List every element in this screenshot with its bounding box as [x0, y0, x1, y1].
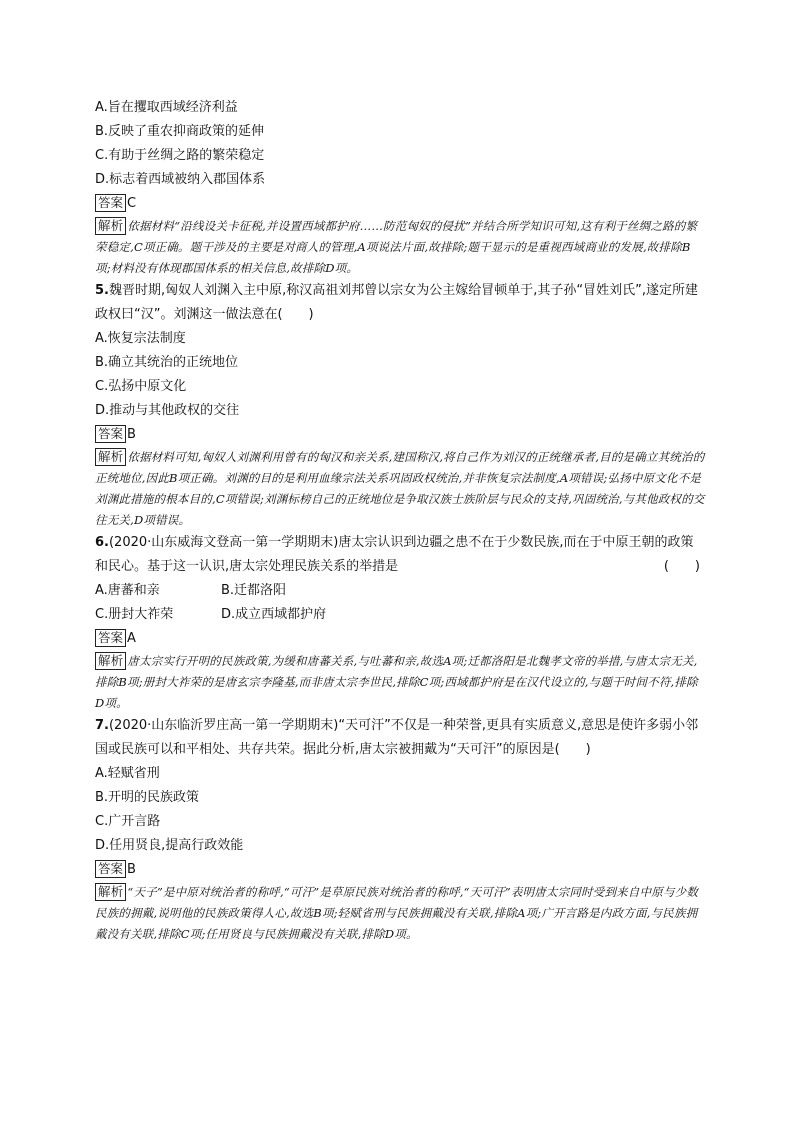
- option-d: D.推动与其他政权的交往: [95, 403, 240, 418]
- option-d: D.标志着西域被纳入郡国体系: [95, 172, 266, 187]
- option-c: C.广开言路: [95, 814, 161, 829]
- option-c: C.有助于丝绸之路的繁荣稳定: [95, 148, 265, 163]
- question-6-answer: [95, 627, 705, 651]
- question-7-answer: [95, 858, 705, 882]
- option-d: D.成立西域都护府: [221, 607, 327, 622]
- question-6-stem: [95, 531, 705, 579]
- question-5-stem: [95, 279, 705, 327]
- question-5-options: [95, 327, 705, 423]
- question-4-options: [95, 96, 705, 192]
- question-4-analysis: [95, 216, 705, 279]
- option-c: C.弘扬中原文化: [95, 379, 187, 394]
- question-7-stem: [95, 714, 705, 762]
- answer-value: B: [127, 427, 136, 442]
- option-c: C.册封大祚荣: [95, 607, 174, 622]
- option-a: A.旨在攫取西域经济利益: [95, 100, 238, 115]
- question-number: 6.: [95, 535, 109, 550]
- question-5-analysis: [95, 447, 705, 531]
- question-7-options: [95, 762, 705, 858]
- answer-label: 答案: [95, 860, 126, 878]
- question-text: (2020·山东威海文登高一第一学期期末)唐太宗认识到边疆之患不在于少数民族,而在于中原王朝的政策和民心。基于这一认识,唐太宗处理民族关系的举措是: [95, 535, 694, 574]
- answer-label: 答案: [95, 425, 126, 443]
- question-7-analysis: [95, 882, 705, 945]
- answer-blank: ( ): [663, 559, 700, 574]
- question-4-answer: [95, 192, 705, 216]
- answer-value: B: [127, 862, 136, 877]
- question-text: 魏晋时期,匈奴人刘渊入主中原,称汉高祖刘邦曾以宗女为公主嫁给冒顿单于,其子孙“冒姓刘氏”,遂定所建政权曰“汉”。刘渊这一做法意在( ): [95, 283, 698, 322]
- question-text: (2020·山东临沂罗庄高一第一学期期末)“天可汗”不仅是一种荣誉,更具有实质意义,意思是使许多弱小邻国或民族可以和平相处、共存共荣。据此分析,唐太宗被拥戴为“天可汗”的原因是( ): [95, 718, 699, 757]
- analysis-text: 依据材料“沿线设关卡征税,并设置西域都护府……防范匈奴的侵扰”并结合所学知识可知,这有利于丝绸之路的繁荣稳定,C项正确。题干涉及的主要是对商人的管理,A项说法片面,故排除;题干显示的是重视西域商业的发展,故排除B项;材料没有体现郡国体系的相关信息,故排除D项。: [95, 219, 698, 275]
- option-a: A.轻赋省刑: [95, 766, 160, 781]
- analysis-text: “天子”是中原对统治者的称呼,“可汗”是草原民族对统治者的称呼,“天可汗”表明唐太宗同时受到来自中原与少数民族的拥戴,说明他的民族政策得人心,故选B项;轻赋省刑与民族拥戴没有关联,排除A项;广开言路是内政方面,与民族拥戴没有关联,排除C项;任用贤良与民族拥戴没有关联,排除D项。: [95, 885, 699, 941]
- option-b: B.反映了重农抑商政策的延伸: [95, 124, 265, 139]
- page-content: [95, 96, 705, 945]
- options-row: [95, 603, 705, 627]
- option-d: D.任用贤良,提高行政效能: [95, 838, 244, 853]
- analysis-label: 解析: [95, 217, 126, 235]
- question-5-answer: [95, 423, 705, 447]
- analysis-label: 解析: [95, 652, 126, 670]
- option-a: A.恢复宗法制度: [95, 331, 186, 346]
- question-6-options: [95, 579, 705, 627]
- answer-label: 答案: [95, 194, 126, 212]
- question-number: 5.: [95, 283, 109, 298]
- options-row: [95, 579, 705, 603]
- analysis-label: 解析: [95, 448, 126, 466]
- option-a: A.唐蕃和亲: [95, 583, 160, 598]
- question-number: 7.: [95, 718, 109, 733]
- analysis-text: 唐太宗实行开明的民族政策,为缓和唐蕃关系,与吐蕃和亲,故选A项;迁都洛阳是北魏孝文帝的举措,与唐太宗无关,排除B项;册封大祚荣的是唐玄宗李隆基,而非唐太宗李世民,排除C项;西域都护府是在汉代设立的,与题干时间不符,排除D项。: [95, 654, 698, 710]
- option-b: B.确立其统治的正统地位: [95, 355, 239, 370]
- answer-label: 答案: [95, 629, 126, 647]
- option-b: B.开明的民族政策: [95, 790, 200, 805]
- option-b: B.迁都洛阳: [221, 583, 287, 598]
- analysis-label: 解析: [95, 883, 126, 901]
- analysis-text: 依据材料可知,匈奴人刘渊利用曾有的匈汉和亲关系,建国称汉,将自己作为刘汉的正统继承者,目的是确立其统治的正统地位,因此B项正确。刘渊的目的是利用血缘宗法关系巩固政权统治,并非恢复宗法制度,A项错误;弘扬中原文化不是刘渊此措施的根本目的,C项错误;刘渊标榜自己的正统地位是争取汉族士族阶层与民众的支持,巩固统治,与其他政权的交往无关,D项错误。: [95, 450, 705, 527]
- question-6-analysis: [95, 651, 705, 714]
- answer-value: C: [127, 196, 137, 211]
- answer-value: A: [127, 631, 136, 646]
